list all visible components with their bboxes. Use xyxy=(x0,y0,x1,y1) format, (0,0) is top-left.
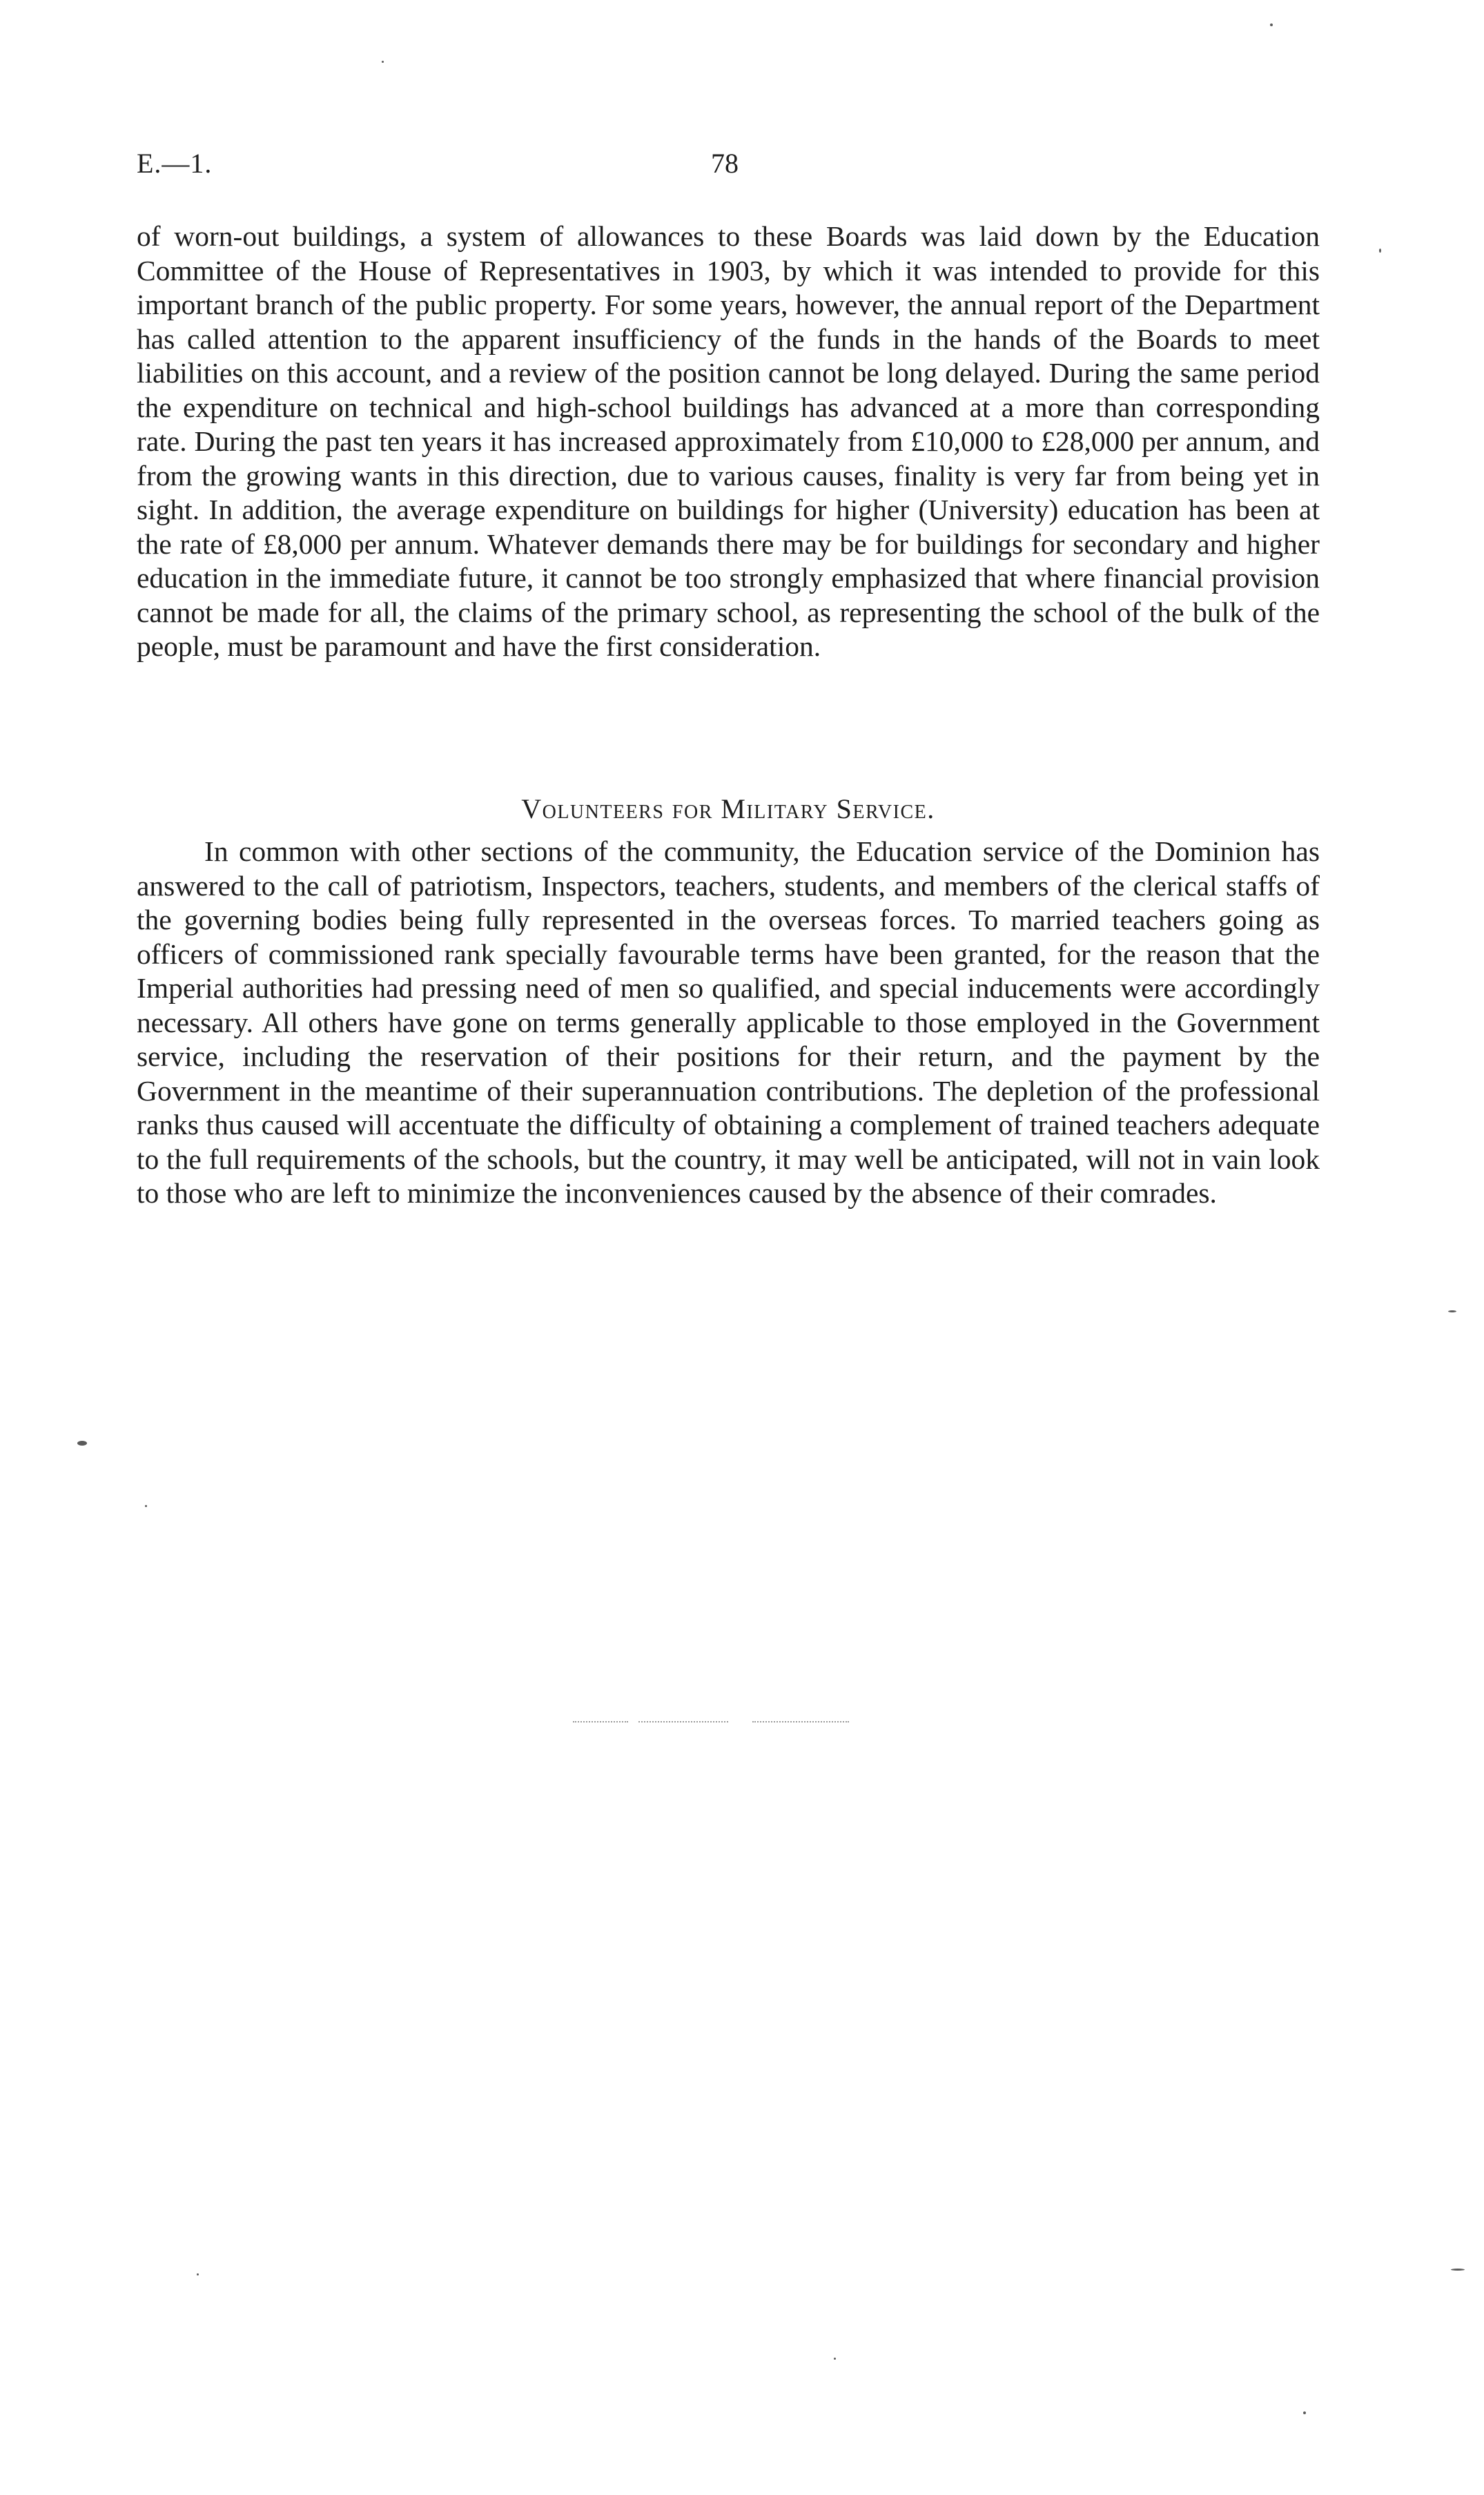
end-rule-segment xyxy=(638,1721,728,1722)
scan-speck xyxy=(1303,2411,1306,2414)
scan-speck xyxy=(77,1441,87,1446)
scan-speck xyxy=(197,2273,199,2275)
scan-speck xyxy=(1448,1310,1456,1312)
end-rule-segment xyxy=(573,1721,628,1722)
section-heading-volunteers: Volunteers for Military Service. xyxy=(521,793,935,824)
end-rule-segment xyxy=(752,1721,849,1722)
scan-speck xyxy=(1451,2269,1465,2271)
scan-speck xyxy=(1270,23,1273,26)
section-buildings xyxy=(137,220,1320,664)
paragraph-buildings-continued: of worn-out buildings, a system of allowances to these Boards was laid down by the Education Committee of the House of Representatives in 1903, by which it was intended to provide for this important branch of the public property. For some years, however, the annual report of the Department has called attention to the apparent insufficiency of the funds in the hands of the Boards to meet liabilities on this account, and a review of the position cannot be long delayed. During the same period the expenditure on technical and high-school buildings has advanced at a more than corresponding rate. During the past ten years it has increased approximately from £10,000 to £28,000 per annum, and from the growing wants in this direction, due to various causes, finality is very far from being yet in sight. In addition, the average expenditure on buildings for higher (University) education has been at the rate of £8,000 per annum. Whatever demands there may be for buildings for secondary and higher education in the immediate future, it cannot be too strongly emphasized that where financial provision cannot be made for all, the claims of the primary school, as representing the school of the bulk of the people, must be paramount and have the first consideration. xyxy=(137,220,1320,662)
section-volunteers xyxy=(137,835,1320,1211)
scan-speck xyxy=(382,61,384,63)
paragraph-volunteers: In common with other sections of the community, the Education service of the Dominion has answered to the call of patriotism, Inspectors, teachers, students, and members of the clerical staffs of the governing bodies being fully represented in the overseas forces. To married teachers going as officers of commissioned rank specially favourable terms have been granted, for the reason that the Imperial authorities had pressing need of men so qualified, and special inducements were accordingly necessary. All others have gone on terms generally applicable to those employed in the Government service, including the reservation of their positions for their return, and the payment by the Government in the meantime of their superannuation contributions. The depletion of the professional ranks thus caused will accentuate the difficulty of obtaining a complement of trained teachers adequate to the full requirements of the schools, but the country, it may well be anticipated, will not in vain look to those who are left to minimize the inconveniences caused by the absence of their comrades. xyxy=(137,835,1320,1209)
page-number: 78 xyxy=(711,148,739,179)
scan-speck xyxy=(834,2358,836,2360)
page-reference: E.—1. xyxy=(137,148,213,179)
scan-speck xyxy=(145,1505,147,1507)
scan-speck xyxy=(1379,249,1381,253)
